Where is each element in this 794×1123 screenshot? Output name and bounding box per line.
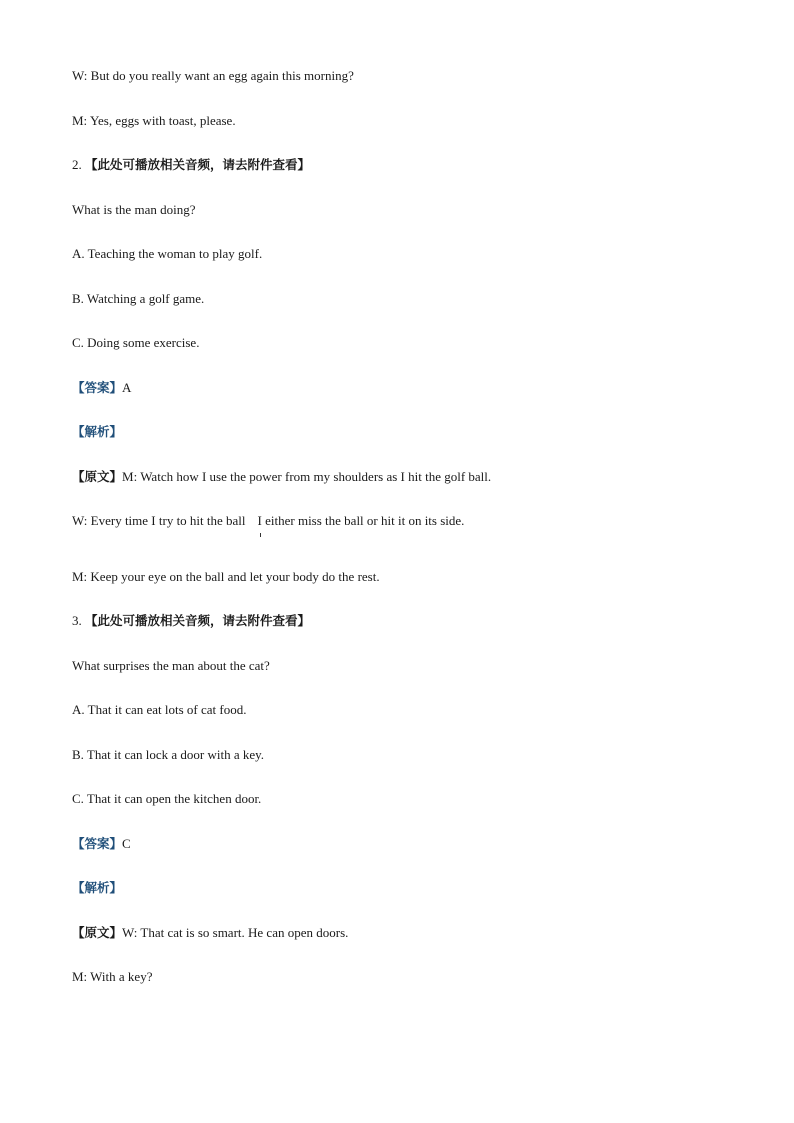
question-3-transcript-2: M: With a key? (72, 969, 153, 984)
analysis-tag: 【解析】 (72, 424, 123, 439)
question-number: 2. (72, 157, 82, 172)
answer-tag: 【答案】 (72, 380, 123, 395)
dialogue-line-woman: W: But do you really want an egg again this morning? (72, 68, 354, 83)
original-text-tag: 【原文】 (72, 469, 123, 484)
question-3-header (72, 613, 310, 629)
question-2-option-c: C. Doing some exercise. (72, 335, 200, 350)
answer-value: C (122, 836, 131, 851)
question-2-stem: What is the man doing? (72, 202, 196, 217)
original-text-tag: 【原文】 (72, 925, 123, 940)
question-2-analysis (72, 424, 122, 440)
question-2-option-b: B. Watching a golf game. (72, 291, 205, 306)
question-2-header (72, 157, 310, 173)
question-3-answer (72, 836, 131, 852)
question-number: 3. (72, 613, 82, 628)
answer-tag: 【答案】 (72, 836, 123, 851)
transcript-text-continued: I either miss the ball or hit it on its side. (257, 513, 465, 528)
question-3-option-b: B. That it can lock a door with a key. (72, 747, 265, 762)
question-3-stem: What surprises the man about the cat? (72, 658, 270, 673)
question-2-option-a: A. Teaching the woman to play golf. (72, 246, 263, 261)
comma-mark (260, 533, 261, 537)
answer-value: A (122, 380, 132, 395)
dialogue-line-man: M: Yes, eggs with toast, please. (72, 113, 236, 128)
question-3-transcript-1 (72, 925, 348, 941)
audio-attachment-note: 【此处可播放相关音频，请去附件查看】 (85, 613, 311, 628)
question-3-option-c: C. That it can open the kitchen door. (72, 791, 262, 806)
question-2-transcript-3: M: Keep your eye on the ball and let your body do the rest. (72, 569, 380, 584)
audio-attachment-note: 【此处可播放相关音频，请去附件查看】 (85, 157, 311, 172)
question-2-transcript-2 (72, 513, 464, 529)
transcript-text: W: Every time I try to hit the ball (72, 513, 246, 528)
transcript-text: M: Watch how I use the power from my shoulders as I hit the golf ball. (122, 469, 492, 484)
question-2-answer (72, 380, 131, 396)
analysis-tag: 【解析】 (72, 880, 123, 895)
transcript-text: W: That cat is so smart. He can open doors. (122, 925, 349, 940)
question-3-analysis (72, 880, 122, 896)
question-2-transcript-1 (72, 469, 491, 485)
question-3-option-a: A. That it can eat lots of cat food. (72, 702, 247, 717)
